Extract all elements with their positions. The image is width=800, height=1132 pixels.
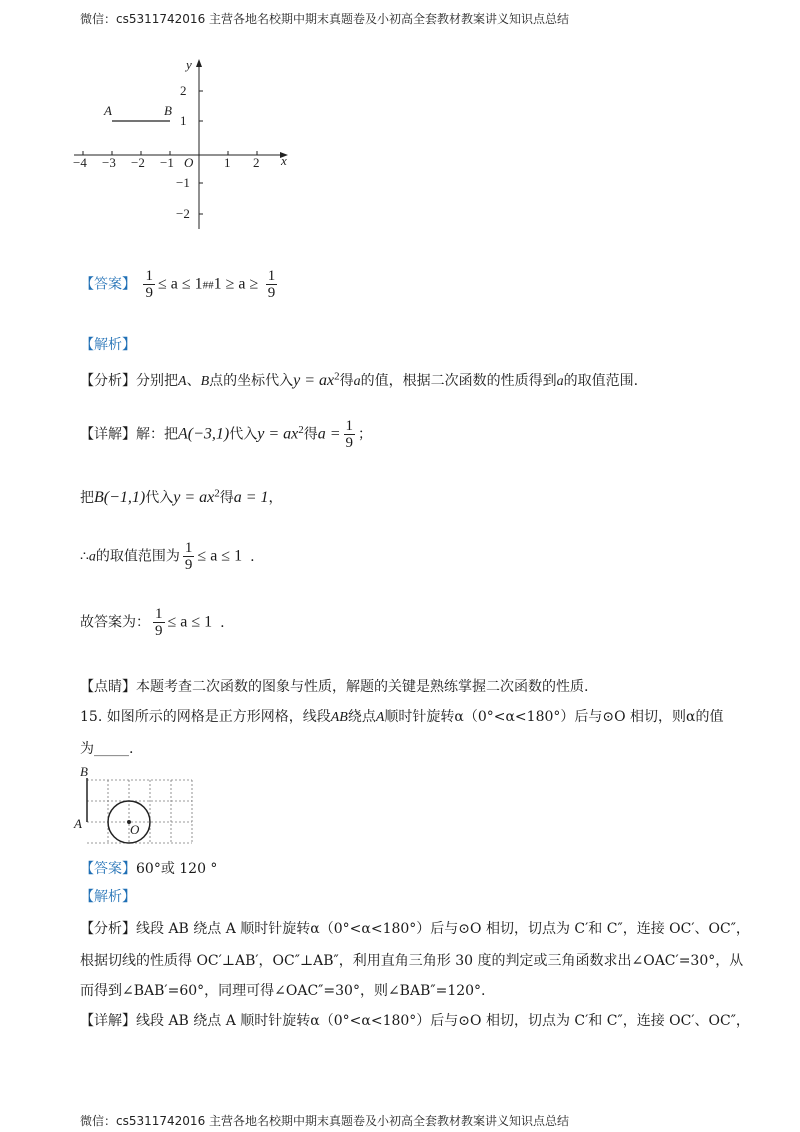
- y-tick-neg1: −1: [176, 175, 190, 190]
- q14-sub-b: 把B(−1,1)代入$y = ax^2$得a = 1，: [80, 487, 283, 506]
- q15-fenxi-line3: 而得到∠BAB′=60°，同理可得∠OAC″=30°，则∠BAB″=120°.: [80, 983, 486, 999]
- q15-answer: 【答案】60°或 120 °: [80, 861, 218, 877]
- fraction-one-ninth: $\frac{1}{9}$: [267, 268, 276, 301]
- origin-label: O: [184, 155, 194, 170]
- page-header: 微信：cs5311742016 主营各地名校期中期末真题卷及小初高全套教材教案讲义知识点总结: [80, 12, 570, 26]
- fraction-one-ninth: $\frac{1}{9}$: [345, 418, 354, 451]
- q15-fenxi-line2: 根据切线的性质得 OC′⊥AB′，OC″⊥AB″，利用直角三角形 30 度的判定或三角函数求出∠OAC′=30°，从: [80, 953, 744, 969]
- grid-label-o: O: [130, 822, 140, 837]
- grid-label-b: B: [80, 764, 88, 779]
- y-arrow: [196, 59, 202, 67]
- grid-label-a: A: [74, 816, 82, 831]
- coordinate-graph: [66, 55, 296, 235]
- y-tick-2: 2: [180, 83, 187, 98]
- q15-question-line1: 15. 如图所示的网格是正方形网格，线段AB绕点A顺时针旋转α（0°<α<180°）后与⊙O 相切，则α的值: [80, 709, 724, 725]
- fraction-one-ninth: $\frac{1}{9}$: [184, 540, 193, 573]
- x-tick-neg4: −4: [73, 155, 87, 170]
- point-a-label: A: [104, 103, 112, 118]
- point-b-label: B: [164, 103, 172, 118]
- x-tick-neg2: −2: [131, 155, 145, 170]
- q14-final: 故答案为： $\frac{1}{9}$ ≤ a ≤ 1 .: [80, 606, 225, 639]
- y-tick-1: 1: [180, 113, 187, 128]
- q14-xiangjie: 【详解】解：把A(−3,1)代入$y = ax^2$得a = $\frac{1}{9}$ ；: [80, 418, 373, 451]
- grid-figure: [72, 762, 202, 848]
- q15-fenxi-line1: 【分析】线段 AB 绕点 A 顺时针旋转α（0°<α<180°）后与⊙O 相切，切点为 C′和 C″，连接 OC′、OC″，: [80, 921, 750, 937]
- x-tick-neg1: −1: [160, 155, 174, 170]
- fraction-one-ninth: $\frac{1}{9}$: [155, 606, 163, 639]
- x-axis-label: x: [281, 153, 287, 168]
- x-tick-1: 1: [224, 155, 231, 170]
- x-tick-2: 2: [253, 155, 260, 170]
- x-tick-neg3: −3: [102, 155, 116, 170]
- q15-jiexi-tag: 【解析】: [80, 889, 136, 905]
- answer-tag: 【答案】: [80, 276, 136, 293]
- q15-question-line2: 为_____.: [80, 741, 134, 757]
- y-tick-neg2: −2: [176, 206, 190, 221]
- fraction-one-ninth: $\frac{1}{9}$: [145, 268, 153, 301]
- q14-jiexi-tag: 【解析】: [80, 337, 136, 353]
- q14-range: ∴a的取值范围为 $\frac{1}{9}$ ≤ a ≤ 1 .: [80, 540, 255, 573]
- q15-xiangjie-line1: 【详解】线段 AB 绕点 A 顺时针旋转α（0°<α<180°）后与⊙O 相切，切点为 C′和 C″，连接 OC′、OC″，: [80, 1013, 750, 1029]
- q14-dianjing: 【点睛】本题考查二次函数的图象与性质，解题的关键是熟练掌握二次函数的性质.: [80, 679, 589, 695]
- q14-fenxi: 【分析】分别把A、B点的坐标代入$y = ax^2$得a的值，根据二次函数的性质得到a的取值范围.: [80, 370, 639, 389]
- y-axis-label: y: [186, 57, 192, 72]
- page-footer: 微信：cs5311742016 主营各地名校期中期末真题卷及小初高全套教材教案讲义知识点总结: [80, 1114, 570, 1128]
- q14-answer: 【答案】 $\frac{1}{9}$ ≤ a ≤ 1##1 ≥ a ≥ $\frac{1}{9}$: [80, 268, 276, 301]
